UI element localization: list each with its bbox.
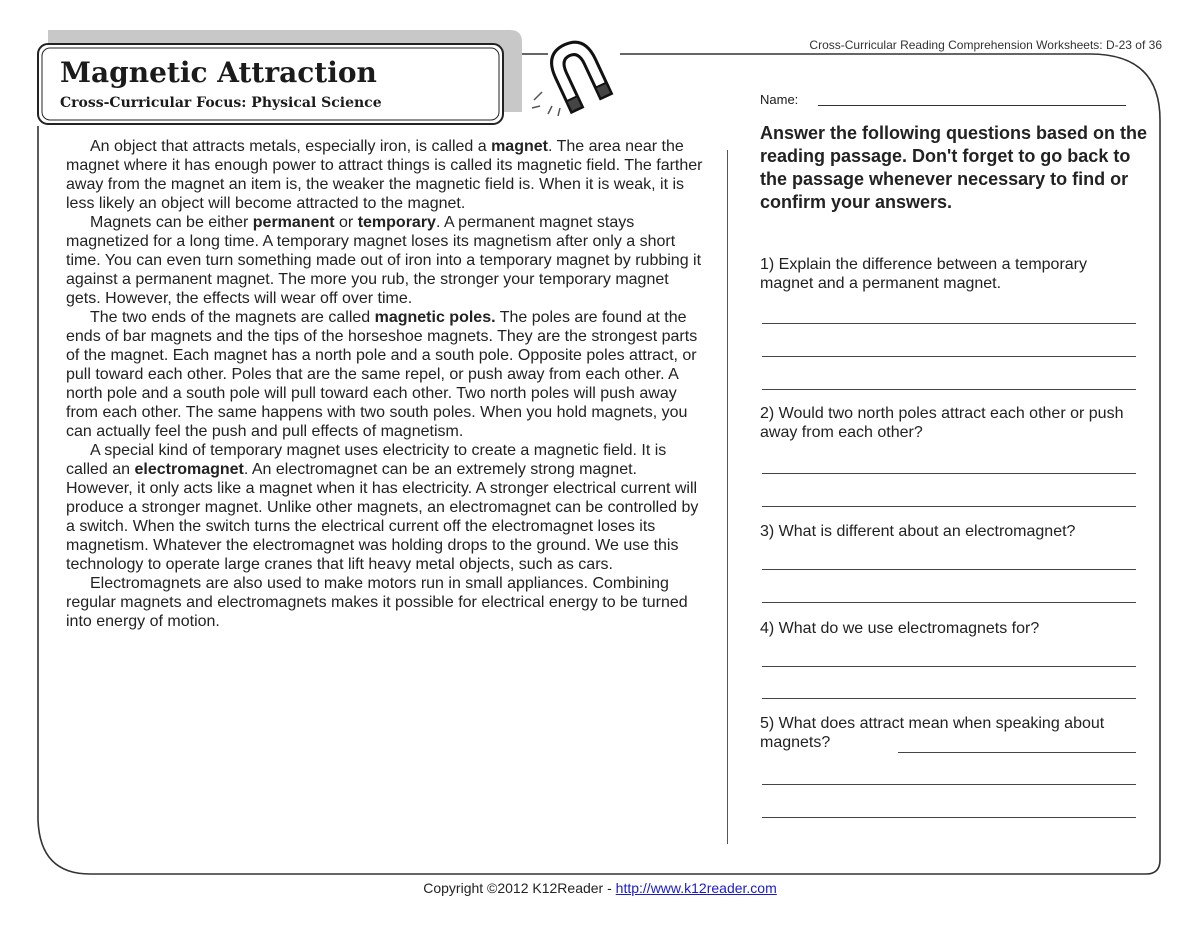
answer-line[interactable] [762, 356, 1136, 357]
question-2: 2) Would two north poles attract each other or push away from each other? [760, 405, 1124, 441]
copyright-text: Copyright ©2012 K12Reader - [423, 880, 616, 896]
name-label: Name: [760, 92, 799, 107]
page-subtitle: Cross-Curricular Focus: Physical Science [60, 95, 382, 111]
answer-line[interactable] [762, 473, 1136, 474]
question-1: 1) Explain the difference between a temporary magnet and a permanent magnet. [760, 256, 1088, 292]
website-link[interactable]: http://www.k12reader.com [615, 880, 777, 896]
worksheet-info: Cross-Curricular Reading Comprehension Worksheets: D-23 of 36 [809, 38, 1162, 52]
passage-paragraph: Magnets can be either permanent or temporary. A permanent magnet stays magnetized for a long time. A temporary magnet loses its magnetism after only a short time. You can even turn something made out of iron into a temporary magnet by rubbing it against a permanent magnet. The more you rub, the stronger your temporary magnet gets. However, the effects will wear off over time. [66, 214, 702, 307]
answer-line[interactable] [762, 506, 1136, 507]
question-5: 5) What does attract mean when speaking about magnets? [760, 715, 1105, 751]
passage-paragraph: The two ends of the magnets are called magnetic poles. The poles are found at the ends of bar magnets and the tips of the horseshoe magnets. They are the strongest parts of the magnet. Each magnet has a north pole and a south pole. Opposite poles attract, or pull toward each other. Poles that are the same repel, or push away from each other. A north pole and a south pole will pull toward each other. Two north poles will push away from each other. The same happens with two south poles. When you hold magnets, you can actually feel the push and pull effects of magnetism. [66, 309, 698, 440]
answer-line[interactable] [762, 784, 1136, 785]
answer-line[interactable] [762, 698, 1136, 699]
page-title: Magnetic Attraction [60, 56, 377, 89]
column-divider [727, 150, 728, 844]
answer-line[interactable] [762, 569, 1136, 570]
name-answer-line[interactable] [818, 105, 1126, 106]
answer-line[interactable] [762, 323, 1136, 324]
term-magnetic-poles: magnetic poles. [374, 309, 496, 326]
title-box [38, 44, 503, 124]
instructions: Answer the following questions based on the reading passage. Don't forget to go back to the passage whenever necessary to find or confirm your answers. [760, 123, 1148, 212]
answer-line[interactable] [762, 389, 1136, 390]
answer-line[interactable] [762, 666, 1136, 667]
question-4: 4) What do we use electromagnets for? [760, 620, 1040, 637]
horseshoe-magnet-icon [528, 30, 618, 120]
passage-paragraph: A special kind of temporary magnet uses electricity to create a magnetic field. It is called an electromagnet. An electromagnet can be an extremely strong magnet. However, it only acts like a magnet when it has electricity. A stronger electrical current will produce a stronger magnet. Unlike other magnets, an electromagnet can be controlled by a switch. When the switch turns the electrical current off the electromagnet loses its magnetism. Whatever the electromagnet was holding drops to the ground. We use this technology to operate large cranes that lift heavy metal objects, such as cars. [66, 442, 699, 573]
answer-line[interactable] [762, 602, 1136, 603]
passage-paragraph: Electromagnets are also used to make motors run in small appliances. Combining regular magnets and electromagnets makes it possible for electrical energy to be turned into energy of motion. [66, 575, 688, 630]
footer [0, 880, 1200, 896]
term-permanent: permanent [252, 214, 335, 231]
term-temporary: temporary [357, 214, 436, 231]
answer-line[interactable] [898, 752, 1136, 753]
term-magnet: magnet [491, 138, 548, 155]
reading-passage [66, 137, 706, 631]
passage-paragraph: An object that attracts metals, especially iron, is called a magnet. The area near the magnet where it has enough power to attract things is called its magnetic field. The farther away from the magnet an item is, the weaker the magnetic field is. When it is weak, it is less likely an object will become attracted to the magnet. [66, 138, 703, 212]
question-3: 3) What is different about an electromagnet? [760, 523, 1076, 540]
answer-line[interactable] [762, 817, 1136, 818]
term-electromagnet: electromagnet [134, 461, 244, 478]
